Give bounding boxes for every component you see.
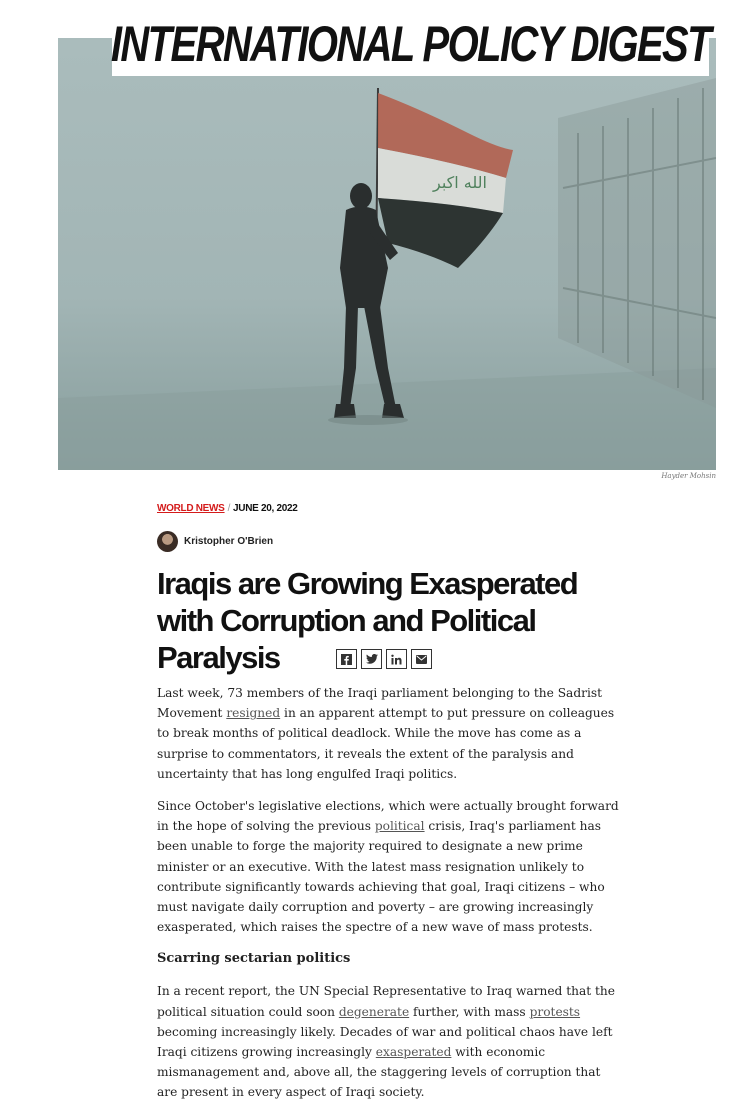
link-political[interactable]: political [374, 819, 425, 834]
meta-separator: / [227, 503, 231, 514]
site-title[interactable]: INTERNATIONAL POLICY DIGEST [110, 16, 711, 72]
share-twitter-button[interactable] [361, 649, 382, 669]
twitter-icon [366, 654, 378, 664]
link-resigned[interactable]: resigned [226, 706, 281, 721]
category-link[interactable]: WORLD NEWS [157, 503, 225, 514]
share-facebook-button[interactable] [336, 649, 357, 669]
linkedin-icon [391, 654, 402, 665]
paragraph-text: Last week, 73 members of the Iraqi parliament belonging to the Sadrist Movement [157, 686, 602, 721]
hero-photo [58, 38, 716, 470]
paragraph-1 [157, 683, 622, 784]
paragraph-text: in an apparent attempt to put pressure on colleagues to break months of political deadlock. While the move has come as a surprise to commentators, it reveals the extent of the paralysis and uncertainty that has long engulfed Iraqi politics. [157, 706, 615, 781]
facebook-icon [341, 654, 352, 665]
paragraph-3 [157, 981, 622, 1102]
article-title: Iraqis are Growing Exasperated with Corruption and Political Paralysis [157, 566, 578, 675]
article-body [157, 683, 622, 1115]
paragraph-text: Since October's legislative elections, which were actually brought forward in the hope of solving the previous [157, 799, 619, 834]
paragraph-text: further, with mass [409, 1004, 530, 1019]
author-avatar[interactable] [157, 531, 178, 552]
paragraph-text: In a recent report, the UN Special Representative to Iraq warned that the political situation could soon [157, 984, 615, 1019]
masthead[interactable] [112, 12, 709, 76]
paragraph-text: crisis, Iraq's parliament has been unable to forge the majority required to designate a new prime minister or an executive. With the latest mass resignation unlikely to contribute significantly towards achieving that goal, Iraqi citizens – who must navigate daily corruption and poverty – are growing increasingly exasperated, which raises the spectre of a new wave of mass protests. [157, 819, 605, 935]
paragraph-text: with economic mismanagement and, above all, the staggering levels of corruption that are present in every aspect of Iraqi society. [157, 1045, 601, 1100]
share-email-button[interactable] [411, 649, 432, 669]
link-degenerate[interactable]: degenerate [338, 1004, 410, 1019]
link-exasperated[interactable]: exasperated [375, 1045, 452, 1060]
author-byline[interactable] [157, 531, 273, 552]
paragraph-2 [157, 796, 622, 937]
section-heading: Scarring sectarian politics [157, 951, 351, 967]
article-meta [157, 503, 298, 514]
author-name[interactable]: Kristopher O'Brien [184, 536, 274, 547]
photo-credit: Hayder Mohsin [661, 472, 716, 480]
hero-image [58, 38, 716, 470]
publish-date: JUNE 20, 2022 [233, 503, 298, 514]
paragraph-text: becoming increasingly likely. Decades of war and political chaos have left Iraqi citizens growing increasingly [157, 1024, 613, 1060]
share-bar [336, 649, 432, 669]
svg-text:الله اكبر: الله اكبر [433, 173, 487, 192]
share-linkedin-button[interactable] [386, 649, 407, 669]
email-icon [416, 655, 427, 664]
link-protests[interactable]: protests [529, 1004, 581, 1019]
